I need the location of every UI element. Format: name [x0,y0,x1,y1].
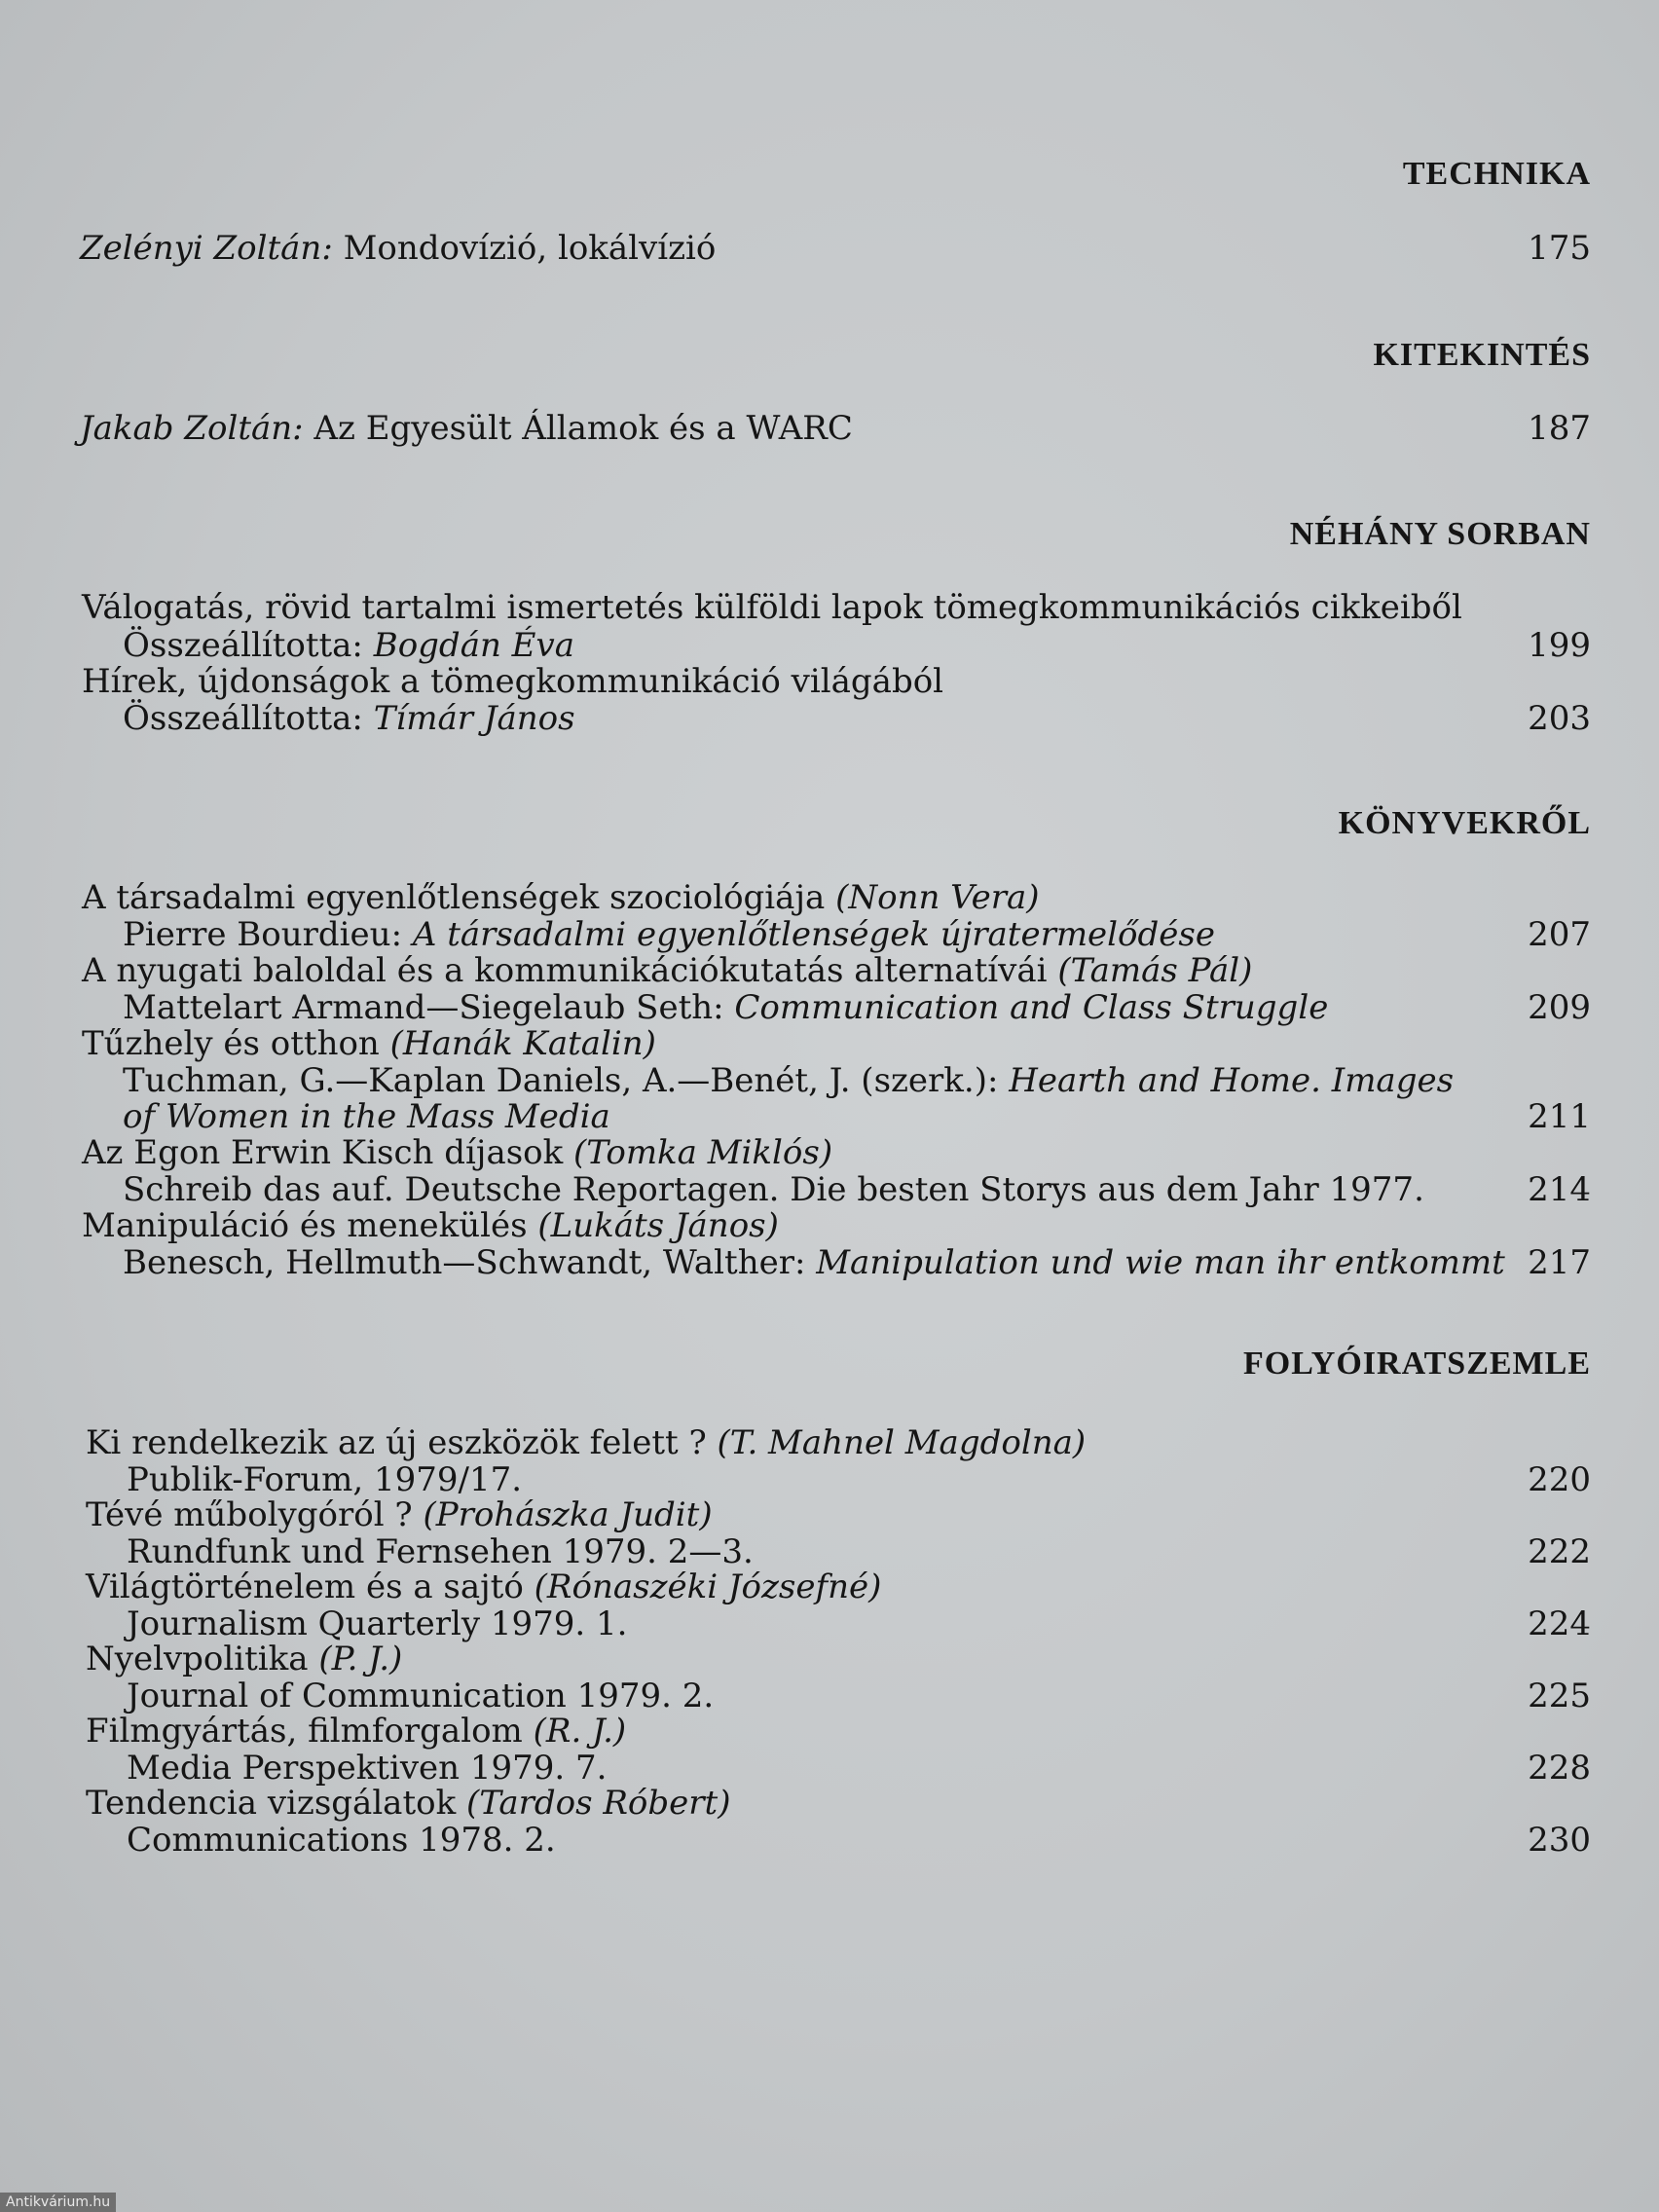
entry-title: Az Egon Erwin Kisch díjasok [82,1133,564,1172]
compiled-by-label: Összeállította: [123,626,363,665]
toc-entry-title [0,1134,1659,1171]
book-title: Communication and Class Struggle [734,988,1329,1027]
toc-entry-title [0,1496,1659,1533]
section-heading-technika: TECHNIKA [1402,156,1591,192]
entry-reviewer: (P. J.) [318,1640,403,1678]
page-number: 187 [1528,409,1591,448]
entry-source: Media Perspektiven 1979. 7. [127,1749,608,1788]
page-number: 199 [1528,626,1591,665]
entry-source: Publik-Forum, 1979/17. [127,1460,523,1499]
entry-source: Journal of Communication 1979. 2. [127,1677,715,1715]
entry-title: Mondovízió, lokálvízió [343,229,717,268]
page-number: 209 [1528,988,1591,1027]
compiler-name: Tímár János [373,699,575,738]
toc-entry-sub [0,1605,1659,1642]
toc-entry-sub [0,1244,1659,1281]
section-heading-kitekintes: KITEKINTÉS [1373,337,1591,373]
entry-reviewer: (Tamás Pál) [1057,951,1253,990]
entry-author: Zelényi Zoltán: [80,229,333,268]
toc-entry [0,410,1659,447]
entry-title: Tűzhely és otthon [82,1024,380,1063]
book-title: Hearth and Home. Images [1009,1061,1455,1100]
toc-entry-title [0,1025,1659,1062]
entry-reviewer: (Nonn Vera) [835,878,1040,917]
entry-title: Hírek, újdonságok a tömegkommunikáció világából [82,662,944,701]
section-heading-konyvekrol: KÖNYVEKRŐL [1338,805,1591,841]
compiled-by-label: Összeállította: [123,699,363,738]
entry-reviewer: (R. J.) [533,1712,627,1751]
toc-entry-sub [0,1062,1659,1099]
toc-entry-title [0,1207,1659,1244]
book-author: Benesch, Hellmuth—Schwandt, Walther: [123,1243,806,1282]
toc-entry-sub [0,700,1659,737]
toc-entry-sub [0,1098,1659,1135]
page-number: 214 [1528,1170,1591,1209]
entry-reviewer: (Tardos Róbert) [466,1784,731,1823]
toc-entry-sub [0,627,1659,664]
toc-entry-sub [0,916,1659,953]
entry-reviewer: (Hanák Katalin) [389,1024,656,1063]
entry-title: Manipuláció és menekülés [82,1206,528,1245]
entry-source: Communications 1978. 2. [127,1821,556,1860]
toc-entry-sub [0,1171,1659,1208]
entry-source: Journalism Quarterly 1979. 1. [127,1604,628,1643]
entry-reviewer: (Lukáts János) [537,1206,779,1245]
entry-title: A nyugati baloldal és a kommunikációkutatás alternatívái [82,951,1048,990]
toc-entry-sub [0,989,1659,1026]
page-number: 175 [1528,229,1591,268]
watermark: Antikvárium.hu [0,2193,116,2212]
compiler-name: Bogdán Éva [373,626,574,665]
page-number: 217 [1528,1243,1591,1282]
page-number: 225 [1528,1677,1591,1715]
toc-entry-title [0,589,1659,626]
book-title-continued: of Women in the Mass Media [123,1097,610,1136]
page-number: 222 [1528,1532,1591,1571]
entry-title: Nyelvpolitika [86,1640,309,1678]
toc-entry-title [0,1568,1659,1605]
toc-entry-sub [0,1461,1659,1498]
entry-reviewer: (T. Mahnel Magdolna) [717,1423,1087,1462]
toc-entry-title [0,663,1659,700]
entry-reviewer: (Tomka Miklós) [573,1133,833,1172]
book-title: Schreib das auf. Deutsche Reportagen. Die besten Storys aus dem Jahr 1977. [123,1170,1424,1209]
page-number: 203 [1528,699,1591,738]
toc-entry [0,230,1659,267]
toc-entry-title [0,1785,1659,1822]
section-heading-folyoiratszemle: FOLYÓIRATSZEMLE [1243,1346,1591,1382]
page-number: 228 [1528,1749,1591,1788]
entry-source: Rundfunk und Fernsehen 1979. 2—3. [127,1532,754,1571]
book-title: Manipulation und wie man ihr entkommt [816,1243,1505,1282]
book-author: Mattelart Armand—Siegelaub Seth: [123,988,724,1027]
page-number: 207 [1528,915,1591,954]
entry-title: Válogatás, rövid tartalmi ismertetés külföldi lapok tömegkommunikációs cikkeiből [82,588,1462,627]
toc-entry-title [0,952,1659,989]
entry-reviewer: (Prohászka Judit) [423,1495,713,1534]
toc-entry-title [0,1641,1659,1677]
book-author: Tuchman, G.—Kaplan Daniels, A.—Benét, J. (szerk.): [123,1061,999,1100]
entry-title: Világtörténelem és a sajtó [86,1567,524,1606]
entry-title: Filmgyártás, filmforgalom [86,1712,523,1751]
section-heading-nehany-sorban: NÉHÁNY SORBAN [1289,516,1591,552]
page-number: 230 [1528,1821,1591,1860]
book-author: Pierre Bourdieu: [123,915,403,954]
toc-entry-title [0,1713,1659,1750]
page-number: 211 [1528,1097,1591,1136]
entry-title: Tendencia vizsgálatok [86,1784,457,1823]
entry-title: Ki rendelkezik az új eszközök felett ? [86,1423,707,1462]
entry-author: Jakab Zoltán: [80,409,304,448]
toc-entry-title [0,1424,1659,1461]
page-number: 224 [1528,1604,1591,1643]
entry-title: Az Egyesült Államok és a WARC [313,409,853,448]
toc-entry-sub [0,1750,1659,1787]
page-number: 220 [1528,1460,1591,1499]
toc-entry-sub [0,1822,1659,1859]
book-title: A társadalmi egyenlőtlenségek újratermelődése [412,915,1215,954]
toc-entry-title [0,879,1659,916]
toc-entry-sub [0,1533,1659,1570]
toc-entry-sub [0,1677,1659,1714]
entry-reviewer: (Rónaszéki Józsefné) [534,1567,882,1606]
entry-title: A társadalmi egyenlőtlenségek szociológiája [82,878,826,917]
entry-title: Tévé műbolygóról ? [86,1495,413,1534]
